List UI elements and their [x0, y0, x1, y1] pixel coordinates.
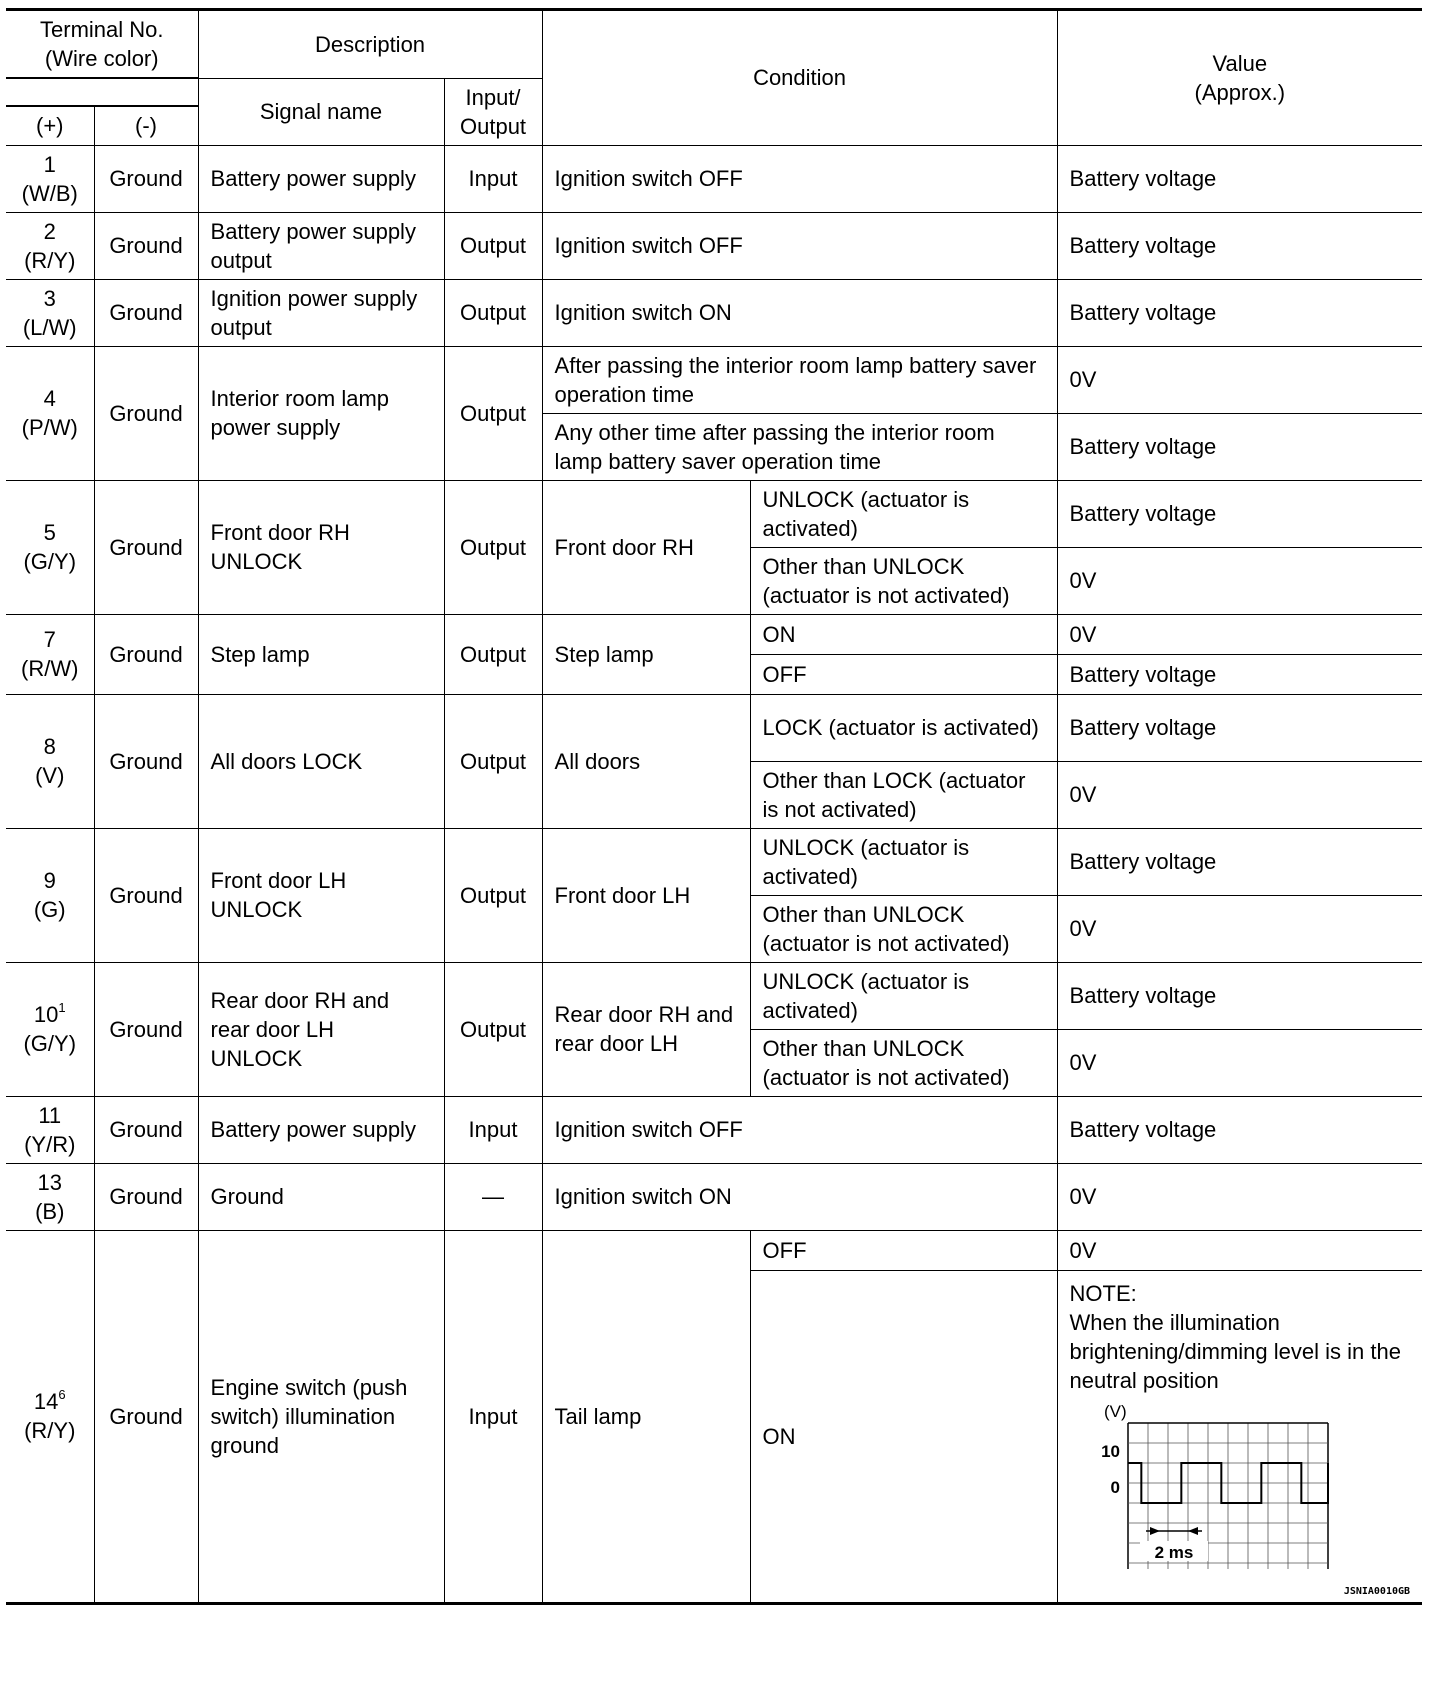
condition-cell: After passing the interior room lamp battery saver operation time [542, 346, 1057, 413]
condition-cell: Ignition switch ON [542, 1163, 1057, 1230]
footnote-marker: 1 [58, 999, 66, 1015]
state-cell: ON [750, 1270, 1057, 1603]
terminal-cell: 8 (V) [6, 694, 94, 828]
value-cell: Battery voltage [1057, 694, 1422, 761]
waveform-y-unit: (V) [1103, 1401, 1127, 1421]
condition-cell: All doors [542, 694, 750, 828]
condition-cell: Ignition switch ON [542, 279, 1057, 346]
io-cell: Output [444, 346, 542, 480]
condition-cell: Tail lamp [542, 1230, 750, 1603]
terminal-cell: 2 (R/Y) [6, 212, 94, 279]
table-row [6, 212, 1422, 279]
header-signal-name: Signal name [198, 78, 444, 145]
table-row [6, 694, 1422, 761]
waveform-high-label: 10 [1100, 1441, 1120, 1461]
header-plus: (+) [6, 106, 94, 145]
waveform-low-label: 0 [1110, 1477, 1120, 1497]
state-cell: Other than LOCK (actuator is not activated) [750, 761, 1057, 828]
table-row [6, 1230, 1422, 1270]
terminal-cell: $10^1$ (G/Y) [6, 962, 94, 1096]
minus-cell: Ground [94, 346, 198, 480]
signal-cell: Battery power supply output [198, 212, 444, 279]
condition-cell: Rear door RH and rear door LH [542, 962, 750, 1096]
value-cell: 0V [1057, 346, 1422, 413]
state-cell: ON [750, 614, 1057, 654]
table-row [6, 145, 1422, 212]
terminal-cell: 1 (W/B) [6, 145, 94, 212]
terminal-cell: 11 (Y/R) [6, 1096, 94, 1163]
io-cell: Input [444, 145, 542, 212]
header-input-output: Input/ Output [444, 78, 542, 145]
minus-cell: Ground [94, 694, 198, 828]
condition-cell: Ignition switch OFF [542, 145, 1057, 212]
io-cell: Output [444, 279, 542, 346]
state-cell: Other than UNLOCK (actuator is not activated) [750, 1029, 1057, 1096]
footnote-marker: 6 [58, 1386, 66, 1402]
waveform-graph [1070, 1401, 1360, 1569]
note-title: NOTE: [1069, 1280, 1137, 1306]
condition-cell: Front door LH [542, 828, 750, 962]
table-row [6, 614, 1422, 654]
minus-cell: Ground [94, 962, 198, 1096]
header-minus: (-) [94, 106, 198, 145]
value-cell: 0V [1057, 1029, 1422, 1096]
minus-cell: Ground [94, 145, 198, 212]
signal-cell: Rear door RH and rear door LH UNLOCK [198, 962, 444, 1096]
table-row [6, 828, 1422, 895]
state-cell: Other than UNLOCK (actuator is not activated) [750, 547, 1057, 614]
state-cell: UNLOCK (actuator is activated) [750, 962, 1057, 1029]
waveform-period-arrow-right [1188, 1527, 1198, 1535]
io-cell: Output [444, 480, 542, 614]
value-cell: Battery voltage [1057, 279, 1422, 346]
terminal-cell: 5 (G/Y) [6, 480, 94, 614]
signal-cell: Interior room lamp power supply [198, 346, 444, 480]
signal-cell: Ground [198, 1163, 444, 1230]
io-cell: Output [444, 828, 542, 962]
minus-cell: Ground [94, 480, 198, 614]
io-cell: Input [444, 1230, 542, 1603]
header-terminal-spacer [6, 78, 198, 106]
value-cell: Battery voltage [1057, 962, 1422, 1029]
header-description: Description [198, 10, 542, 79]
condition-cell: Any other time after passing the interior room lamp battery saver operation time [542, 413, 1057, 480]
minus-cell: Ground [94, 279, 198, 346]
value-cell: Battery voltage [1057, 212, 1422, 279]
terminal-cell: $14^6$ (R/Y) [6, 1230, 94, 1603]
terminal-cell: 4 (P/W) [6, 346, 94, 480]
signal-cell: Step lamp [198, 614, 444, 694]
io-cell: Output [444, 614, 542, 694]
minus-cell: Ground [94, 1096, 198, 1163]
terminal-spec-table [6, 8, 1422, 1605]
minus-cell: Ground [94, 1163, 198, 1230]
state-cell: OFF [750, 654, 1057, 694]
io-cell: Output [444, 962, 542, 1096]
terminal-cell: 13 (B) [6, 1163, 94, 1230]
minus-cell: Ground [94, 828, 198, 962]
figure-code: JSNIA0010GB [1343, 1585, 1411, 1597]
value-cell: Battery voltage [1057, 413, 1422, 480]
minus-cell: Ground [94, 1230, 198, 1603]
value-cell: 0V [1057, 761, 1422, 828]
signal-cell: All doors LOCK [198, 694, 444, 828]
table-row [6, 279, 1422, 346]
signal-cell: Front door LH UNLOCK [198, 828, 444, 962]
state-cell: UNLOCK (actuator is activated) [750, 480, 1057, 547]
terminal-cell: 3 (L/W) [6, 279, 94, 346]
condition-cell: Ignition switch OFF [542, 1096, 1057, 1163]
io-cell: Input [444, 1096, 542, 1163]
table-row [6, 1163, 1422, 1230]
value-cell: Battery voltage [1057, 145, 1422, 212]
value-cell: 0V [1057, 614, 1422, 654]
signal-cell: Engine switch (push switch) illumination ground [198, 1230, 444, 1603]
condition-cell: Front door RH [542, 480, 750, 614]
minus-cell: Ground [94, 614, 198, 694]
state-cell: OFF [750, 1230, 1057, 1270]
waveform-period-label: 2 ms [1154, 1542, 1193, 1562]
value-cell: Battery voltage [1057, 828, 1422, 895]
minus-cell: Ground [94, 212, 198, 279]
signal-cell: Battery power supply [198, 145, 444, 212]
value-cell: Battery voltage [1057, 1096, 1422, 1163]
value-cell: Battery voltage [1057, 654, 1422, 694]
value-cell: 0V [1057, 895, 1422, 962]
terminal-cell: 9 (G) [6, 828, 94, 962]
value-cell: Battery voltage [1057, 480, 1422, 547]
state-cell: LOCK (actuator is activated) [750, 694, 1057, 761]
value-cell: 0V [1057, 1163, 1422, 1230]
io-cell: Output [444, 694, 542, 828]
waveform-period-arrow-left [1150, 1527, 1160, 1535]
header-terminal-no: Terminal No. (Wire color) [6, 10, 198, 79]
io-cell: Output [444, 212, 542, 279]
table-row [6, 962, 1422, 1029]
value-cell: 0V [1057, 547, 1422, 614]
header-value: Value (Approx.) [1057, 10, 1422, 146]
signal-cell: Battery power supply [198, 1096, 444, 1163]
value-cell: 0V [1057, 1230, 1422, 1270]
value-cell [1057, 1270, 1422, 1603]
condition-cell: Step lamp [542, 614, 750, 694]
signal-cell: Front door RH UNLOCK [198, 480, 444, 614]
condition-cell: Ignition switch OFF [542, 212, 1057, 279]
waveform [1070, 1401, 1411, 1576]
table-row [6, 346, 1422, 413]
state-cell: Other than UNLOCK (actuator is not activated) [750, 895, 1057, 962]
io-cell: — [444, 1163, 542, 1230]
header-condition: Condition [542, 10, 1057, 146]
terminal-cell: 7 (R/W) [6, 614, 94, 694]
state-cell: UNLOCK (actuator is activated) [750, 828, 1057, 895]
signal-cell: Ignition power supply output [198, 279, 444, 346]
table-row [6, 1096, 1422, 1163]
note-text: When the illumination brightening/dimming level is in the neutral position [1069, 1309, 1401, 1393]
table-row [6, 480, 1422, 547]
